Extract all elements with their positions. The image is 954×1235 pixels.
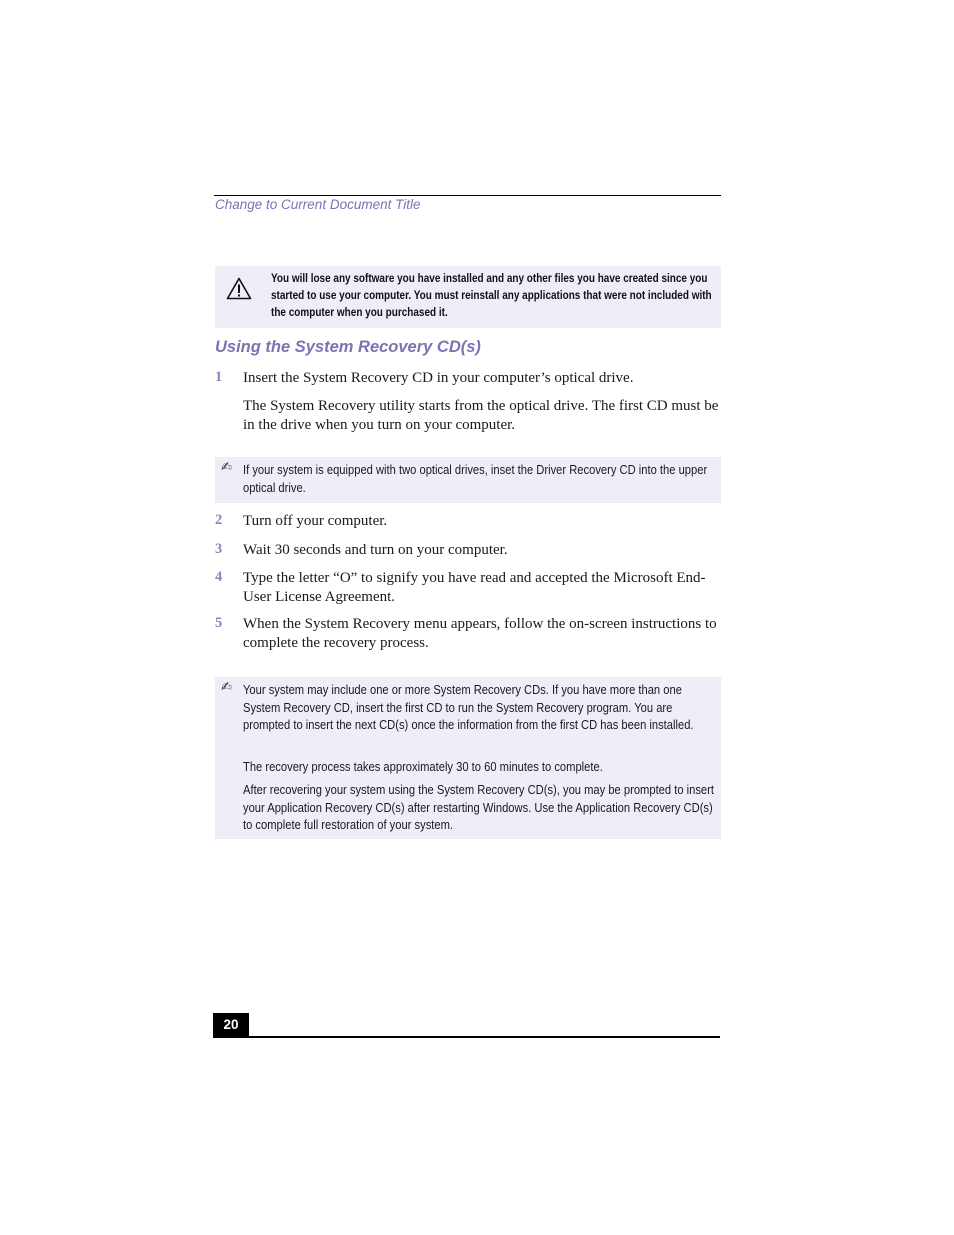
step-number: 1 bbox=[215, 369, 223, 385]
note-paragraph: Your system may include one or more System Recovery CDs. If you have more than one System Recovery CD, insert the first CD to run the System Recovery program. You are prompted to insert the next CD(s) once the information from the first CD has been installed. bbox=[243, 682, 694, 732]
warning-text: You will lose any software you have installed and any other files you have created since you started to use your computer. You must reinstall any applications that were not included with the computer when you purchased it. bbox=[271, 272, 712, 319]
footer-rule bbox=[213, 1036, 720, 1038]
note-box bbox=[215, 457, 721, 503]
page-number: 20 bbox=[213, 1013, 249, 1037]
warning-box bbox=[215, 266, 721, 328]
step-detail: The System Recovery utility starts from the optical drive. The first CD must be in the drive when you turn on your computer. bbox=[243, 398, 719, 433]
warning-triangle-icon bbox=[226, 277, 252, 305]
step-number: 2 bbox=[215, 512, 223, 528]
note-text: If your system is equipped with two optical drives, inset the Driver Recovery CD into the upper optical drive. bbox=[243, 462, 708, 495]
step-number: 4 bbox=[215, 569, 223, 585]
step-text: When the System Recovery menu appears, follow the on-screen instructions to complete the recovery process. bbox=[243, 616, 717, 651]
pencil-note-icon: ✍ bbox=[221, 460, 232, 475]
step-number: 5 bbox=[215, 615, 223, 631]
step-text: Type the letter “O” to signify you have read and accepted the Microsoft End-User License Agreement. bbox=[243, 570, 706, 605]
note-paragraph: After recovering your system using the System Recovery CD(s), you may be prompted to insert your Application Recovery CD(s) after restarting Windows. Use the Application Recovery CD(s) to complete full restoration of your system. bbox=[243, 782, 714, 832]
step-text: Insert the System Recovery CD in your computer’s optical drive. bbox=[243, 370, 634, 386]
document-title: Change to Current Document Title bbox=[215, 197, 421, 212]
step-number: 3 bbox=[215, 541, 223, 557]
note-box bbox=[215, 677, 721, 839]
pencil-note-icon: ✍ bbox=[221, 680, 232, 695]
note-paragraph: The recovery process takes approximately 30 to 60 minutes to complete. bbox=[243, 759, 603, 774]
step-text: Turn off your computer. bbox=[243, 513, 388, 529]
header-rule bbox=[214, 195, 721, 196]
section-heading: Using the System Recovery CD(s) bbox=[215, 338, 481, 356]
step-text: Wait 30 seconds and turn on your computer. bbox=[243, 542, 508, 558]
